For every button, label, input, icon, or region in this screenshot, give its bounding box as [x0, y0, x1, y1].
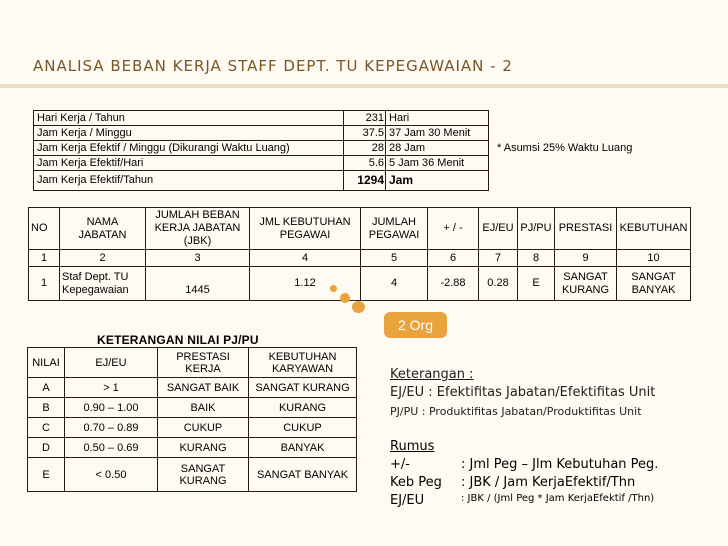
header-cell: PRESTASI	[555, 208, 617, 250]
table-cell: CUKUP	[158, 418, 249, 438]
table-cell: Hari Kerja / Tahun	[34, 111, 344, 126]
header-cell: JUMLAH BEBAN KERJA JABATAN (JBK)	[146, 208, 250, 250]
header-cell: NILAI	[28, 348, 65, 378]
table-cell: 37.5	[344, 126, 386, 141]
table-cell: 231	[344, 111, 386, 126]
table-cell: KURANG	[158, 438, 249, 458]
table-cell: 6	[428, 250, 479, 267]
table-cell: 1	[29, 267, 60, 301]
table-cell: 1.12	[250, 267, 361, 301]
table-cell: Jam Kerja Efektif/Hari	[34, 156, 344, 171]
callout-label: 2 Org	[384, 312, 447, 338]
table-cell: 3	[146, 250, 250, 267]
table-cell: SANGAT BANYAK	[617, 267, 691, 301]
table-header-row	[28, 348, 357, 378]
table-cell: 0.28	[479, 267, 518, 301]
assumption-note: * Asumsi 25% Waktu Luang	[497, 142, 633, 154]
header-cell: NAMA JABATAN	[60, 208, 146, 250]
formula-row	[390, 457, 658, 472]
table-cell: B	[28, 398, 65, 418]
table-row	[34, 171, 489, 191]
notes-block	[390, 367, 655, 418]
table-cell: 5.6	[344, 156, 386, 171]
formula-key: +/-	[390, 457, 410, 472]
table-cell: Jam Kerja Efektif / Minggu (Dikurangi Waktu Luang)	[34, 141, 344, 156]
formula-row	[390, 493, 658, 508]
table-header-row	[29, 208, 691, 250]
table-cell: 5	[361, 250, 428, 267]
table-cell: 0.50 – 0.69	[65, 438, 158, 458]
formula-key: Keb Peg	[390, 475, 442, 490]
notes-line: PJ/PU : Produktifitas Jabatan/Produktifitas Unit	[390, 405, 642, 418]
table-cell: CUKUP	[249, 418, 357, 438]
table-cell: Jam	[386, 171, 489, 191]
table-row	[28, 378, 357, 398]
formula-heading: Rumus	[390, 439, 435, 454]
callout-bubble-dot	[340, 293, 350, 303]
table-cell: 8	[518, 250, 555, 267]
header-cell: EJ/EU	[479, 208, 518, 250]
table-cell: -2.88	[428, 267, 479, 301]
title-divider	[0, 84, 728, 88]
table-cell: KURANG	[249, 398, 357, 418]
work-hours-table	[33, 110, 489, 191]
header-cell: EJ/EU	[65, 348, 158, 378]
slide-title: ANALISA BEBAN KERJA STAFF DEPT. TU KEPEGAWAIAN - 2	[33, 57, 513, 75]
table-row	[28, 438, 357, 458]
legend-table	[27, 347, 357, 492]
header-cell: NO	[29, 208, 60, 250]
formula-value: : JBK / (Jml Peg * Jam KerjaEfektif /Thn)	[461, 493, 655, 504]
table-cell: < 0.50	[65, 458, 158, 492]
table-cell: C	[28, 418, 65, 438]
table-cell: 4	[361, 267, 428, 301]
callout-bubble-dot	[352, 301, 365, 313]
legend-title: KETERANGAN NILAI PJ/PU	[97, 333, 259, 347]
table-cell: E	[518, 267, 555, 301]
table-cell: 37 Jam 30 Menit	[386, 126, 489, 141]
table-cell: 28 Jam	[386, 141, 489, 156]
table-cell: SANGAT KURANG	[249, 378, 357, 398]
table-cell: 1294	[344, 171, 386, 191]
table-cell: BAIK	[158, 398, 249, 418]
header-cell: JUMLAH PEGAWAI	[361, 208, 428, 250]
header-cell: PJ/PU	[518, 208, 555, 250]
table-cell: D	[28, 438, 65, 458]
table-row	[29, 250, 691, 267]
table-row	[34, 111, 489, 126]
table-row	[28, 458, 357, 492]
table-row	[29, 267, 691, 301]
formula-key: EJ/EU	[390, 493, 425, 508]
table-row	[34, 156, 489, 171]
table-row	[28, 418, 357, 438]
table-cell: 0.90 – 1.00	[65, 398, 158, 418]
notes-line: EJ/EU : Efektifitas Jabatan/Efektifitas Unit	[390, 385, 656, 400]
table-cell: 9	[555, 250, 617, 267]
table-cell: BANYAK	[249, 438, 357, 458]
table-cell: 2	[60, 250, 146, 267]
table-cell: Jam Kerja / Minggu	[34, 126, 344, 141]
table-row	[34, 141, 489, 156]
formula-row	[390, 475, 658, 490]
formula-value: : Jml Peg – Jlm Kebutuhan Peg.	[461, 457, 659, 472]
table-cell: 4	[250, 250, 361, 267]
notes-heading: Keterangan :	[390, 367, 474, 382]
table-cell: > 1	[65, 378, 158, 398]
table-cell: A	[28, 378, 65, 398]
header-cell: JML KEBUTUHAN PEGAWAI	[250, 208, 361, 250]
table-cell: Hari	[386, 111, 489, 126]
table-cell: 10	[617, 250, 691, 267]
header-cell: KEBUTUHAN KARYAWAN	[249, 348, 357, 378]
table-cell: Staf Dept. TU Kepegawaian	[60, 267, 146, 301]
table-cell: SANGAT KURANG	[158, 458, 249, 492]
table-cell: 7	[479, 250, 518, 267]
table-cell: 5 Jam 36 Menit	[386, 156, 489, 171]
table-cell: Jam Kerja Efektif/Tahun	[34, 171, 344, 191]
formula-block	[390, 439, 658, 508]
table-cell: 1	[29, 250, 60, 267]
table-cell: 28	[344, 141, 386, 156]
analysis-table	[28, 207, 691, 301]
formula-value: : JBK / Jam KerjaEfektif/Thn	[461, 475, 636, 490]
table-cell: SANGAT KURANG	[555, 267, 617, 301]
table-cell: SANGAT BAIK	[158, 378, 249, 398]
table-cell: 0.70 – 0.89	[65, 418, 158, 438]
table-cell: SANGAT BANYAK	[249, 458, 357, 492]
table-row	[28, 398, 357, 418]
table-cell: E	[28, 458, 65, 492]
header-cell: PRESTASI KERJA	[158, 348, 249, 378]
table-row	[34, 126, 489, 141]
header-cell: KEBUTUHAN	[617, 208, 691, 250]
callout-bubble-dot	[330, 285, 337, 292]
header-cell: + / -	[428, 208, 479, 250]
table-cell: 1445	[146, 267, 250, 301]
